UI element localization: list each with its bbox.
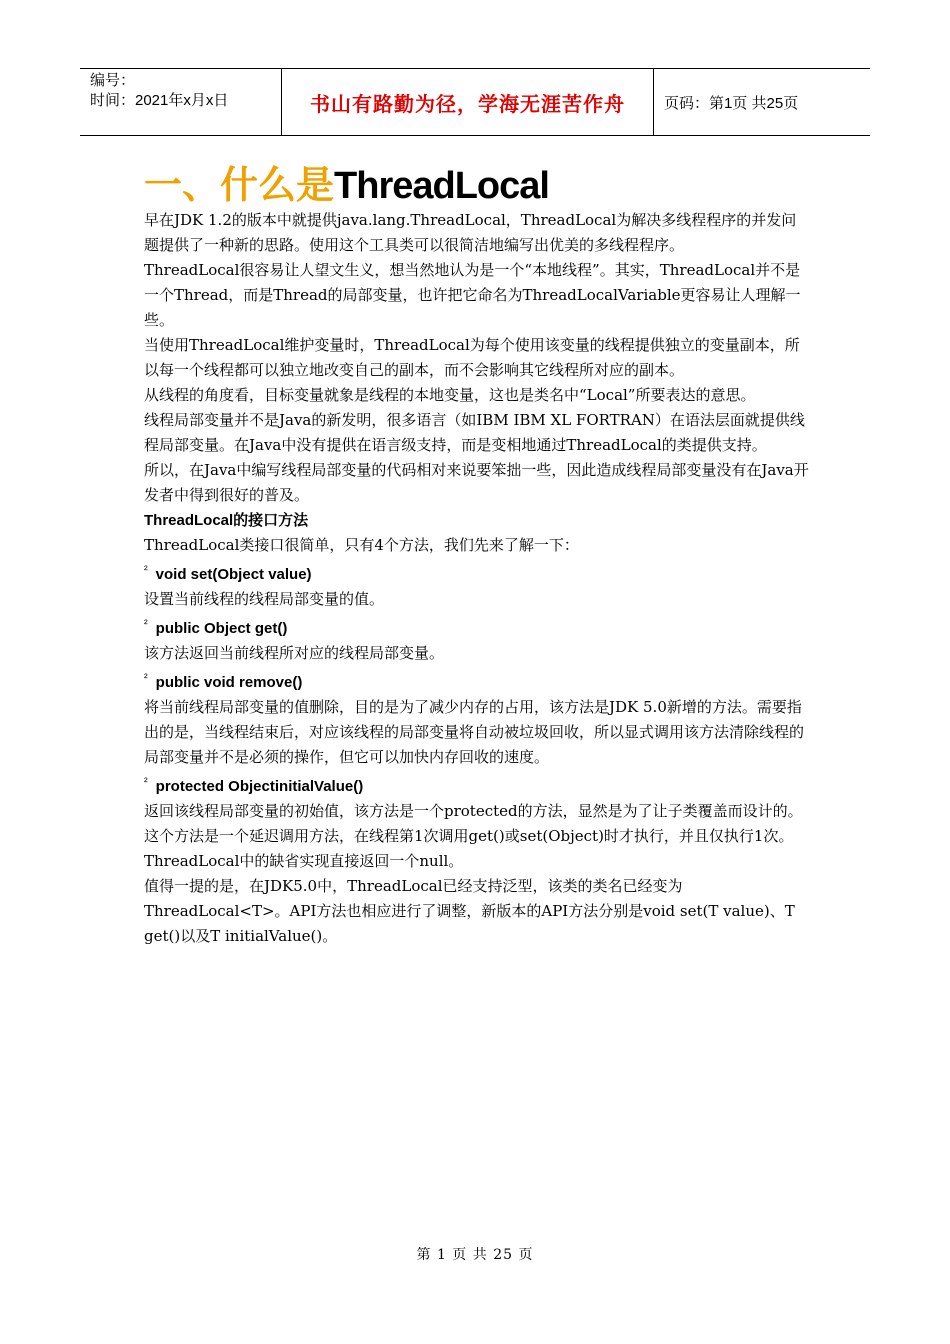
method-name: public void remove() <box>155 674 303 691</box>
title-cn: 一、什么是 <box>144 163 335 207</box>
code-label: 编号： <box>90 72 136 89</box>
page-footer: 第 1 页 共 25 页 <box>416 1247 534 1263</box>
bullet-mark: ² <box>144 618 148 630</box>
paragraph: 设置当前线程的线程局部变量的值。 <box>144 590 385 608</box>
method-name: protected ObjectinitialValue() <box>155 778 364 795</box>
bullet-mark: ² <box>144 776 148 788</box>
paragraph: 该方法返回当前线程所对应的线程局部变量。 <box>144 644 445 662</box>
paragraph: 将当前线程局部变量的值删除，目的是为了减少内存的占用，该方法是JDK 5.0新增的方法。需要指出的是，当线程结束后，对应该线程的局部变量将自动被垃圾回收，所以显式调用该方法清除线程的局部变量并不是必须的操作，但它可以加快内存回收的速度。 <box>144 698 805 766</box>
page-info: 页码：第1页 共25页 <box>664 94 799 112</box>
method-name: void set(Object value) <box>155 566 312 583</box>
paragraph: 早在JDK 1.2的版本中就提供java.lang.ThreadLocal，ThreadLocal为解决多线程程序的并发问题提供了一种新的思路。使用这个工具类可以很简洁地编写出优美的多线程程序。 <box>144 211 797 254</box>
section-heading: ThreadLocal的接口方法 <box>144 512 309 529</box>
paragraph: 值得一提的是，在JDK5.0中，ThreadLocal已经支持泛型，该类的类名已经变为ThreadLocal<T>。API方法也相应进行了调整，新版本的API方法分别是void set(T value)、T get()以及T initialValue()。 <box>144 877 795 945</box>
header-motto-cell <box>282 69 654 135</box>
header-table <box>80 68 870 136</box>
method-signature <box>144 558 810 587</box>
title-en: ThreadLocal <box>334 165 549 207</box>
method-signature <box>144 612 810 641</box>
bullet-mark: ² <box>144 564 148 576</box>
method-name: public Object get() <box>155 620 288 637</box>
paragraph: 从线程的角度看，目标变量就象是线程的本地变量，这也是类名中“Local”所要表达的意思。 <box>144 386 756 404</box>
paragraph: 返回该线程局部变量的初始值，该方法是一个protected的方法，显然是为了让子类覆盖而设计的。这个方法是一个延迟调用方法，在线程第1次调用get()或set(Object)时才执行，并且仅执行1次。ThreadLocal中的缺省实现直接返回一个null。 <box>144 802 803 870</box>
bullet-mark: ² <box>144 672 148 684</box>
paragraph: ThreadLocal类接口很简单，只有4个方法，我们先来了解一下： <box>144 536 579 554</box>
paragraph: 所以，在Java中编写线程局部变量的代码相对来说要笨拙一些，因此造成线程局部变量没有在Java开发者中得到很好的普及。 <box>144 461 809 504</box>
page-title <box>144 160 549 211</box>
paragraph: 当使用ThreadLocal维护变量时，ThreadLocal为每个使用该变量的线程提供独立的变量副本，所以每一个线程都可以独立地改变自己的副本，而不会影响其它线程所对应的副本。 <box>144 336 800 379</box>
paragraph: 线程局部变量并不是Java的新发明，很多语言（如IBM IBM XL FORTRAN）在语法层面就提供线程局部变量。在Java中没有提供在语言级支持，而是变相地通过ThreadLocal的类提供支持。 <box>144 411 805 454</box>
date-label: 时间：2021年x月x日 <box>90 92 229 109</box>
method-signature <box>144 770 810 799</box>
header-page-cell <box>654 69 870 135</box>
header-meta-cell <box>80 69 282 135</box>
document-body <box>144 208 810 949</box>
motto-text: 书山有路勤为径，学海无涯苦作舟 <box>310 91 625 116</box>
paragraph: ThreadLocal很容易让人望文生义，想当然地认为是一个“本地线程”。其实，ThreadLocal并不是一个Thread，而是Thread的局部变量，也许把它命名为ThreadLocalVariable更容易让人理解一些。 <box>144 261 801 329</box>
method-signature <box>144 666 810 695</box>
